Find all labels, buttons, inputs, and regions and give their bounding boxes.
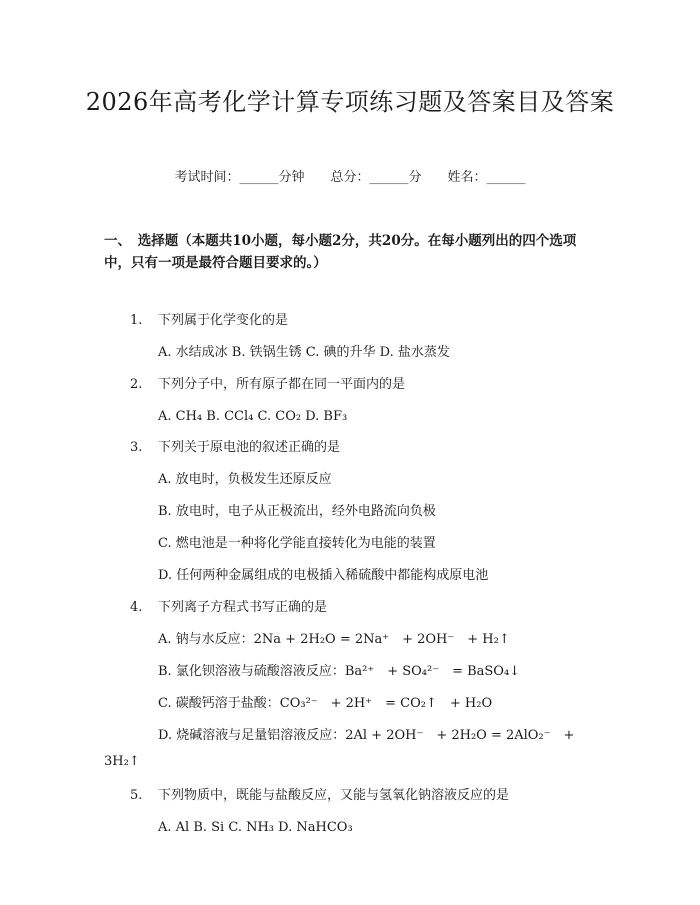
question-2-options: A. CH₄ B. CCl₄ C. CO₂ D. BF₃ (158, 409, 348, 424)
question-3-option-a: A. 放电时，负极发生还原反应 (158, 472, 332, 487)
question-number: 4. (130, 600, 143, 615)
question-number: 5. (130, 788, 143, 803)
question-number: 2. (130, 377, 143, 392)
question-number: 3. (130, 440, 143, 455)
question-stem: 下列属于化学变化的是 (158, 313, 289, 328)
question-1 (130, 311, 288, 331)
question-3-option-b: B. 放电时，电子从正极流出，经外电路流向负极 (158, 504, 436, 519)
question-4-option-a: A. 钠与水反应：2Na + 2H₂O = 2Na⁺ + 2OH⁻ + H₂↑ (158, 632, 510, 647)
question-stem: 下列物质中，既能与盐酸反应，又能与氢氧化钠溶液反应的是 (158, 788, 510, 803)
question-3-option-c: C. 燃电池是一种将化学能直接转化为电能的装置 (158, 536, 436, 551)
question-5-options: A. Al B. Si C. NH₃ D. NaHCO₃ (158, 820, 353, 835)
question-4-option-c: C. 碳酸钙溶于盐酸：CO₃²⁻ + 2H⁺ = CO₂↑ + H₂O (158, 696, 493, 711)
question-1-options: A. 水结成冰 B. 铁锅生锈 C. 碘的升华 D. 盐水蒸发 (158, 345, 450, 360)
question-number: 1. (130, 313, 143, 328)
question-4-option-d: D. 烧碱溶液与足量铝溶液反应：2Al + 2OH⁻ + 2H₂O = 2AlO₂⁻ + (158, 728, 575, 743)
question-stem: 下列分子中，所有原子都在同一平面内的是 (158, 377, 406, 392)
question-4-option-d-continued: 3H₂↑ (104, 754, 140, 769)
question-4 (130, 598, 327, 618)
question-2 (130, 375, 405, 395)
question-stem: 下列关于原电池的叙述正确的是 (158, 440, 341, 455)
question-4-option-b: B. 氯化钡溶液与硫酸溶液反应：Ba²⁺ + SO₄²⁻ = BaSO₄↓ (158, 664, 521, 679)
page-title: 2026年高考化学计算专项练习题及答案目及答案 (85, 88, 615, 116)
question-3 (130, 438, 340, 458)
exam-info-line: 考试时间：______分钟 总分：______分 姓名：______ (174, 170, 526, 185)
question-3-option-d: D. 任何两种金属组成的电极插入稀硫酸中都能构成原电池 (158, 568, 489, 583)
section-heading-multiple-choice: 一、 选择题（本题共10小题，每小题2分，共20分。在每小题列出的四个选项中，只有一项是最符合题目要求的。） (104, 233, 577, 271)
question-stem: 下列离子方程式书写正确的是 (158, 600, 328, 615)
question-5 (130, 786, 509, 806)
